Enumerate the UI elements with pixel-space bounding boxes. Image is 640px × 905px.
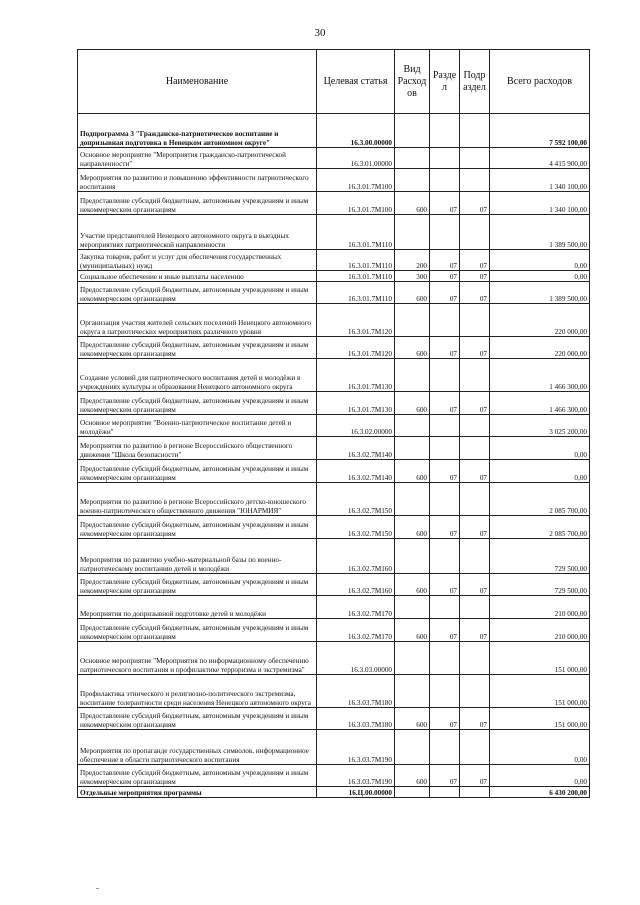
cell-target: 16.3.01.7М100 xyxy=(317,192,395,215)
cell-section: 07 xyxy=(430,516,460,539)
cell-target: 16.3.01.7М110 xyxy=(317,215,395,250)
cell-name: Предоставление субсидий бюджетным, автономным учреждениям и иным некоммерческим организациям xyxy=(78,574,317,596)
cell-total: 220 000,00 xyxy=(490,337,590,359)
cell-type xyxy=(395,114,430,148)
cell-name: Предоставление субсидий бюджетным, автономным учреждениям и иным некоммерческим организациям xyxy=(78,192,317,215)
cell-total: 0,00 xyxy=(490,730,590,765)
cell-target: 16.3.03.7М180 xyxy=(317,708,395,730)
cell-subsection: 07 xyxy=(460,192,490,215)
cell-section xyxy=(430,642,460,675)
cell-subsection xyxy=(460,787,490,798)
cell-section xyxy=(430,169,460,192)
cell-section: 07 xyxy=(430,271,460,282)
table-row xyxy=(78,169,590,192)
table-row xyxy=(78,787,590,798)
cell-target: 16.3.01.7М120 xyxy=(317,304,395,337)
cell-target: 16.3.01.7М130 xyxy=(317,359,395,392)
table-row xyxy=(78,460,590,483)
cell-type: 600 xyxy=(395,337,430,359)
cell-subsection xyxy=(460,642,490,675)
cell-type xyxy=(395,437,430,460)
cell-total: 1 466 300,00 xyxy=(490,359,590,392)
cell-target: 16.3.03.00000 xyxy=(317,642,395,675)
cell-name: Организация участия жителей сельских поселений Ненецкого автономного округа в патриотических мероприятиях различного уровня xyxy=(78,304,317,337)
table-header-row xyxy=(78,50,590,114)
cell-name: Предоставление субсидий бюджетным, автономным учреждениям и иным некоммерческим организациям xyxy=(78,282,317,304)
cell-target: 16.3.01.7М120 xyxy=(317,337,395,359)
cell-section xyxy=(430,304,460,337)
cell-name: Участие представителей Ненецкого автономного округа в выездных мероприятиях патриотической направленности xyxy=(78,215,317,250)
cell-name: Основное мероприятие "Мероприятия по информационному обеспечению патриотического воспитания и профилактике терроризма и экстремизма" xyxy=(78,642,317,675)
cell-section: 07 xyxy=(430,250,460,271)
cell-name: Предоставление субсидий бюджетным, автономным учреждениям и иным некоммерческим организациям xyxy=(78,337,317,359)
cell-name: Подпрограмма 3 "Гражданско-патриотическое воспитание и допризывная подготовка в Ненецком автономном округе" xyxy=(78,114,317,148)
cell-section xyxy=(430,437,460,460)
table-row xyxy=(78,415,590,437)
cell-target: 16.3.01.7М110 xyxy=(317,250,395,271)
cell-total: 7 592 100,00 xyxy=(490,114,590,148)
cell-subsection: 07 xyxy=(460,765,490,787)
cell-total: 3 025 200,00 xyxy=(490,415,590,437)
table-row xyxy=(78,483,590,516)
cell-target: 16.3.02.7М140 xyxy=(317,437,395,460)
cell-name: Профилактика этнического и религиозно-политического экстремизма, воспитание толерантности среди населения Ненецкого автономного округа xyxy=(78,675,317,708)
cell-type: 600 xyxy=(395,516,430,539)
budget-table xyxy=(77,49,590,798)
scan-mark xyxy=(96,888,99,889)
cell-type xyxy=(395,483,430,516)
cell-section: 07 xyxy=(430,282,460,304)
table-row xyxy=(78,730,590,765)
cell-type xyxy=(395,415,430,437)
cell-total: 0,00 xyxy=(490,765,590,787)
cell-name: Предоставление субсидий бюджетным, автономным учреждениям и иным некоммерческим организациям xyxy=(78,516,317,539)
cell-total: 2 085 700,00 xyxy=(490,483,590,516)
cell-name: Создание условий для патриотического воспитания детей и молодёжи в учреждениях культуры и образования Ненецкого автономного округа xyxy=(78,359,317,392)
table-body xyxy=(78,114,590,798)
table-row xyxy=(78,215,590,250)
cell-subsection xyxy=(460,359,490,392)
cell-name: Социальное обеспечение и иные выплаты населению xyxy=(78,271,317,282)
cell-section: 07 xyxy=(430,337,460,359)
cell-section xyxy=(430,359,460,392)
cell-section xyxy=(430,596,460,619)
table-row xyxy=(78,539,590,574)
cell-total: 210 000,00 xyxy=(490,619,590,642)
cell-total: 0,00 xyxy=(490,250,590,271)
cell-name: Мероприятия по развитию и повышению эффективности патриотического воспитания xyxy=(78,169,317,192)
table-row xyxy=(78,765,590,787)
cell-subsection: 07 xyxy=(460,516,490,539)
cell-name: Мероприятия по допризывной подготовке детей и молодёжи xyxy=(78,596,317,619)
cell-subsection xyxy=(460,596,490,619)
cell-subsection: 07 xyxy=(460,392,490,415)
cell-total: 1 389 500,00 xyxy=(490,282,590,304)
header-subsection: Подр аздел xyxy=(460,50,490,114)
cell-section xyxy=(430,148,460,169)
cell-name: Закупка товаров, работ и услуг для обеспечения государственных (муниципальных) нужд xyxy=(78,250,317,271)
table-row xyxy=(78,708,590,730)
cell-subsection: 07 xyxy=(460,282,490,304)
table-row xyxy=(78,392,590,415)
cell-subsection: 07 xyxy=(460,708,490,730)
cell-section: 07 xyxy=(430,765,460,787)
cell-subsection: 07 xyxy=(460,337,490,359)
table-row xyxy=(78,675,590,708)
cell-target: 16.3.01.7М110 xyxy=(317,282,395,304)
table-row xyxy=(78,337,590,359)
page-number: 30 xyxy=(314,27,326,39)
cell-name: Предоставление субсидий бюджетным, автономным учреждениям и иным некоммерческим организациям xyxy=(78,460,317,483)
cell-type xyxy=(395,539,430,574)
cell-section xyxy=(430,787,460,798)
cell-section xyxy=(430,483,460,516)
cell-target: 16.3.02.7М160 xyxy=(317,574,395,596)
cell-name: Мероприятия по пропаганде государственных символов, информационное обеспечение в области патриотического воспитания xyxy=(78,730,317,765)
cell-target: 16.3.00.00000 xyxy=(317,114,395,148)
cell-subsection xyxy=(460,415,490,437)
cell-subsection xyxy=(460,169,490,192)
cell-target: 16.3.01.7М130 xyxy=(317,392,395,415)
table-row xyxy=(78,192,590,215)
header-type: Вид Расход ов xyxy=(395,50,430,114)
cell-section xyxy=(430,215,460,250)
cell-target: 16.3.02.7М160 xyxy=(317,539,395,574)
header-name: Наименование xyxy=(78,50,317,114)
cell-type: 300 xyxy=(395,271,430,282)
cell-type xyxy=(395,304,430,337)
cell-subsection xyxy=(460,539,490,574)
cell-subsection: 07 xyxy=(460,619,490,642)
cell-type xyxy=(395,730,430,765)
cell-type: 600 xyxy=(395,282,430,304)
cell-section xyxy=(430,730,460,765)
cell-total: 0,00 xyxy=(490,460,590,483)
cell-target: 16.3.02.7М150 xyxy=(317,516,395,539)
cell-total: 1 340 100,00 xyxy=(490,169,590,192)
cell-section: 07 xyxy=(430,192,460,215)
cell-total: 1 389 500,00 xyxy=(490,215,590,250)
cell-subsection xyxy=(460,114,490,148)
table-row xyxy=(78,619,590,642)
cell-type: 600 xyxy=(395,192,430,215)
table-row xyxy=(78,114,590,148)
cell-type xyxy=(395,215,430,250)
cell-total: 2 085 700,00 xyxy=(490,516,590,539)
cell-section xyxy=(430,114,460,148)
header-section: Разде л xyxy=(430,50,460,114)
cell-total: 220 000,00 xyxy=(490,304,590,337)
table-row xyxy=(78,282,590,304)
cell-target: 16.3.03.7М180 xyxy=(317,675,395,708)
table-row xyxy=(78,250,590,271)
cell-total: 729 500,00 xyxy=(490,574,590,596)
cell-type: 200 xyxy=(395,250,430,271)
cell-subsection xyxy=(460,483,490,516)
cell-target: 16.3.03.7М190 xyxy=(317,730,395,765)
cell-target: 16.3.03.7М190 xyxy=(317,765,395,787)
table-row xyxy=(78,304,590,337)
cell-name: Мероприятия по развитию в регионе Всероссийского общественного движения "Школа безопасности" xyxy=(78,437,317,460)
cell-type: 600 xyxy=(395,392,430,415)
table-row xyxy=(78,574,590,596)
table-row xyxy=(78,437,590,460)
cell-total: 0,00 xyxy=(490,271,590,282)
cell-subsection xyxy=(460,675,490,708)
cell-type: 600 xyxy=(395,574,430,596)
cell-subsection xyxy=(460,437,490,460)
cell-section: 07 xyxy=(430,460,460,483)
cell-target: 16.3.01.00000 xyxy=(317,148,395,169)
table-row xyxy=(78,271,590,282)
table-row xyxy=(78,359,590,392)
cell-total: 729 500,00 xyxy=(490,539,590,574)
cell-subsection xyxy=(460,730,490,765)
table-row xyxy=(78,642,590,675)
cell-target: 16.3.02.7М170 xyxy=(317,596,395,619)
cell-target: 16.3.02.7М150 xyxy=(317,483,395,516)
cell-target: 16.Ц.00.00000 xyxy=(317,787,395,798)
cell-section: 07 xyxy=(430,392,460,415)
cell-total: 151 000,00 xyxy=(490,675,590,708)
cell-total: 210 000,00 xyxy=(490,596,590,619)
cell-target: 16.3.02.00000 xyxy=(317,415,395,437)
header-total: Всего расходов xyxy=(490,50,590,114)
cell-subsection xyxy=(460,304,490,337)
cell-target: 16.3.02.7М140 xyxy=(317,460,395,483)
cell-name: Предоставление субсидий бюджетным, автономным учреждениям и иным некоммерческим организациям xyxy=(78,619,317,642)
cell-type xyxy=(395,675,430,708)
cell-total: 0,00 xyxy=(490,437,590,460)
table-row xyxy=(78,516,590,539)
cell-total: 1 466 300,00 xyxy=(490,392,590,415)
cell-section xyxy=(430,675,460,708)
cell-type: 600 xyxy=(395,765,430,787)
cell-type: 600 xyxy=(395,619,430,642)
cell-name: Основное мероприятие "Мероприятия гражданско-патриотической направленности" xyxy=(78,148,317,169)
table-row xyxy=(78,148,590,169)
cell-total: 1 340 100,00 xyxy=(490,192,590,215)
cell-type: 600 xyxy=(395,708,430,730)
cell-name: Отдельные мероприятия программы xyxy=(78,787,317,798)
cell-name: Предоставление субсидий бюджетным, автономным учреждениям и иным некоммерческим организациям xyxy=(78,765,317,787)
cell-section xyxy=(430,539,460,574)
cell-name: Предоставление субсидий бюджетным, автономным учреждениям и иным некоммерческим организациям xyxy=(78,708,317,730)
header-target: Целевая статья xyxy=(317,50,395,114)
cell-target: 16.3.01.7М100 xyxy=(317,169,395,192)
cell-subsection xyxy=(460,215,490,250)
cell-name: Мероприятия по развитию в регионе Всероссийского детско-юношеского военно-патриотического общественного движения "ЮНАРМИЯ" xyxy=(78,483,317,516)
cell-total: 151 000,00 xyxy=(490,642,590,675)
cell-type xyxy=(395,148,430,169)
cell-target: 16.3.02.7М170 xyxy=(317,619,395,642)
cell-section: 07 xyxy=(430,619,460,642)
cell-total: 6 430 200,00 xyxy=(490,787,590,798)
cell-total: 151 000,00 xyxy=(490,708,590,730)
cell-type xyxy=(395,359,430,392)
cell-name: Основное мероприятие "Военно-патриотическое воспитание детей и молодёжи" xyxy=(78,415,317,437)
cell-type xyxy=(395,169,430,192)
cell-target: 16.3.01.7М110 xyxy=(317,271,395,282)
cell-type xyxy=(395,596,430,619)
cell-subsection: 07 xyxy=(460,271,490,282)
cell-total: 4 415 900,00 xyxy=(490,148,590,169)
cell-section: 07 xyxy=(430,708,460,730)
cell-type xyxy=(395,642,430,675)
cell-subsection: 07 xyxy=(460,574,490,596)
cell-subsection xyxy=(460,148,490,169)
cell-name: Мероприятия по развитию учебно-материальной базы по военно-патриотическому воспитанию детей и молодёжи xyxy=(78,539,317,574)
cell-type: 600 xyxy=(395,460,430,483)
cell-section xyxy=(430,415,460,437)
cell-section: 07 xyxy=(430,574,460,596)
cell-subsection: 07 xyxy=(460,250,490,271)
table-row xyxy=(78,596,590,619)
cell-name: Предоставление субсидий бюджетным, автономным учреждениям и иным некоммерческим организациям xyxy=(78,392,317,415)
cell-type xyxy=(395,787,430,798)
cell-subsection: 07 xyxy=(460,460,490,483)
